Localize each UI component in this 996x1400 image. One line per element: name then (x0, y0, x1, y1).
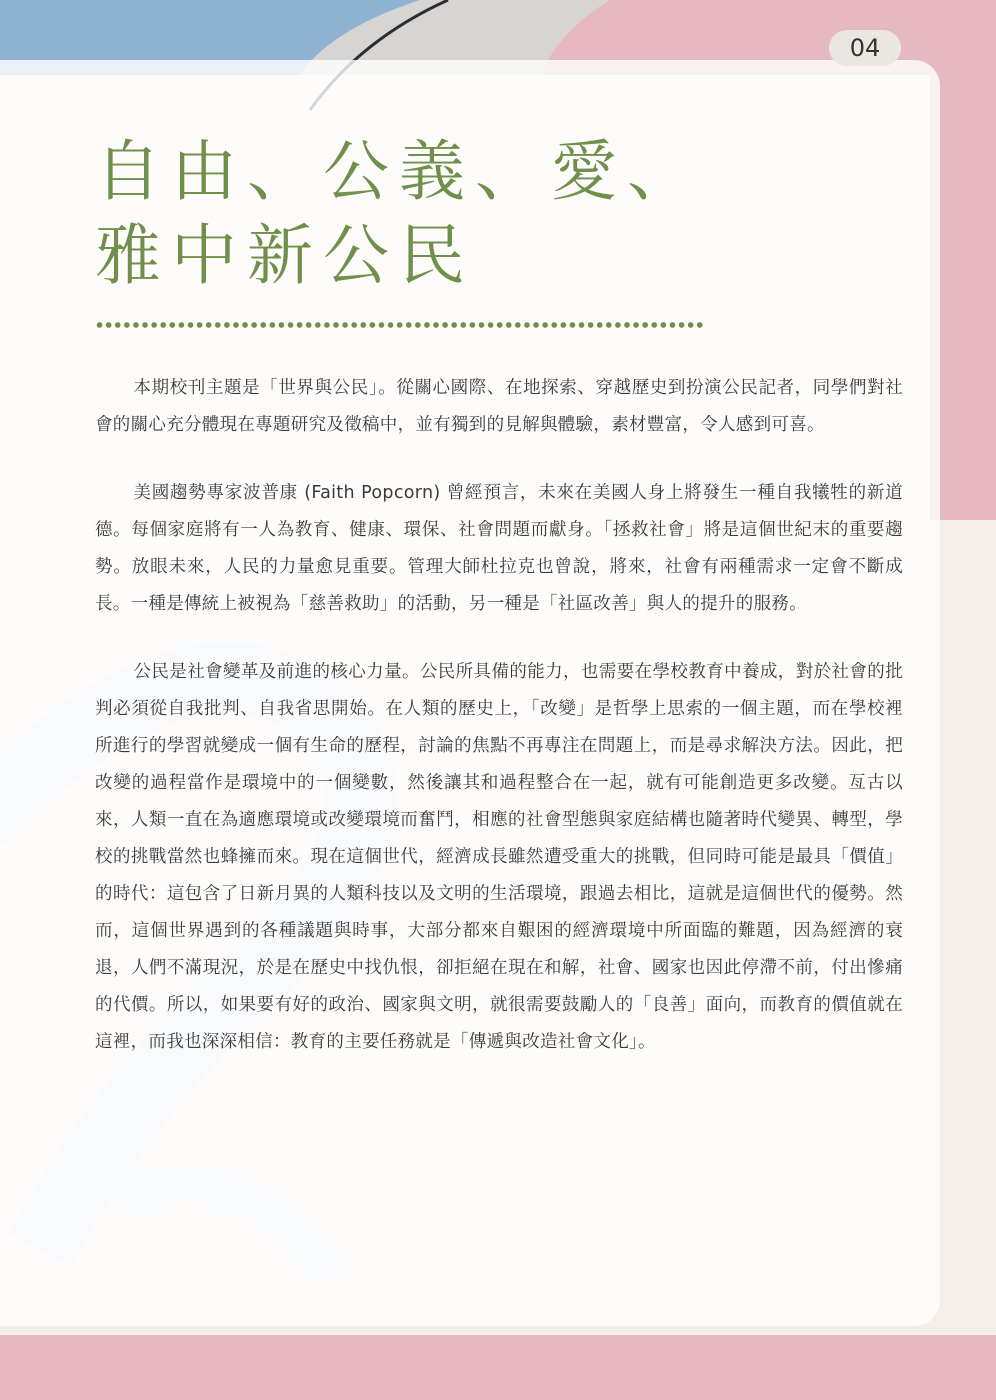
article-body (95, 370, 903, 1092)
page-title-line-2: 雅中新公民 (95, 217, 475, 294)
paragraph-2: 美國趨勢專家波普康 (Faith Popcorn) 曾經預言，未來在美國人身上將發生一種自我犧牲的新道德。每個家庭將有一人為教育、健康、環保、社會問題而獻身。「拯救社會」將是這個世紀末的重要趨勢。放眼未來，人民的力量愈見重要。管理大師杜拉克也曾說，將來，社會有兩種需求一定會不斷成長。一種是傳統上被視為「慈善救助」的活動，另一種是「社區改善」與人的提升的服務。 (95, 483, 903, 614)
page-number: 04 (829, 30, 901, 66)
paragraph-3: 公民是社會變革及前進的核心力量。公民所具備的能力，也需要在學校教育中養成，對於社會的批判必須從自我批判、自我省思開始。在人類的歷史上，「改變」是哲學上思索的一個主題，而在學校裡所進行的學習就變成一個有生命的歷程，討論的焦點不再專注在問題上，而是尋求解決方法。因此，把改變的過程當作是環境中的一個變數，然後讓其和過程整合在一起，就有可能創造更多改變。亙古以來，人類一直在為適應環境或改變環境而奮鬥，相應的社會型態與家庭結構也隨著時代變異、轉型，學校的挑戰當然也蜂擁而來。現在這個世代，經濟成長雖然遭受重大的挑戰，但同時可能是最具「價值」的時代：這包含了日新月異的人類科技以及文明的生活環境，跟過去相比，這就是這個世代的優勢。然而，這個世界遇到的各種議題與時事，大部分都來自艱困的經濟環境中所面臨的難題，因為經濟的衰退，人們不滿現況，於是在歷史中找仇恨，卻拒絕在現在和解，社會、國家也因此停滯不前，付出慘痛的代價。所以，如果要有好的政治、國家與文明，就很需要鼓勵人的「良善」面向，而教育的價值就在這裡，而我也深深相信：教育的主要任務就是「傳遞與改造社會文化」。 (95, 662, 903, 1052)
page-title (95, 130, 703, 298)
paragraph-1: 本期校刊主題是「世界與公民」。從關心國際、在地探索、穿越歷史到扮演公民記者，同學們對社會的關心充分體現在專題研究及徵稿中，並有獨到的見解與體驗，素材豐富，令人感到可喜。 (95, 378, 903, 435)
dotted-divider (95, 320, 703, 330)
page-title-line-1: 自由、公義、愛、 (95, 133, 703, 210)
